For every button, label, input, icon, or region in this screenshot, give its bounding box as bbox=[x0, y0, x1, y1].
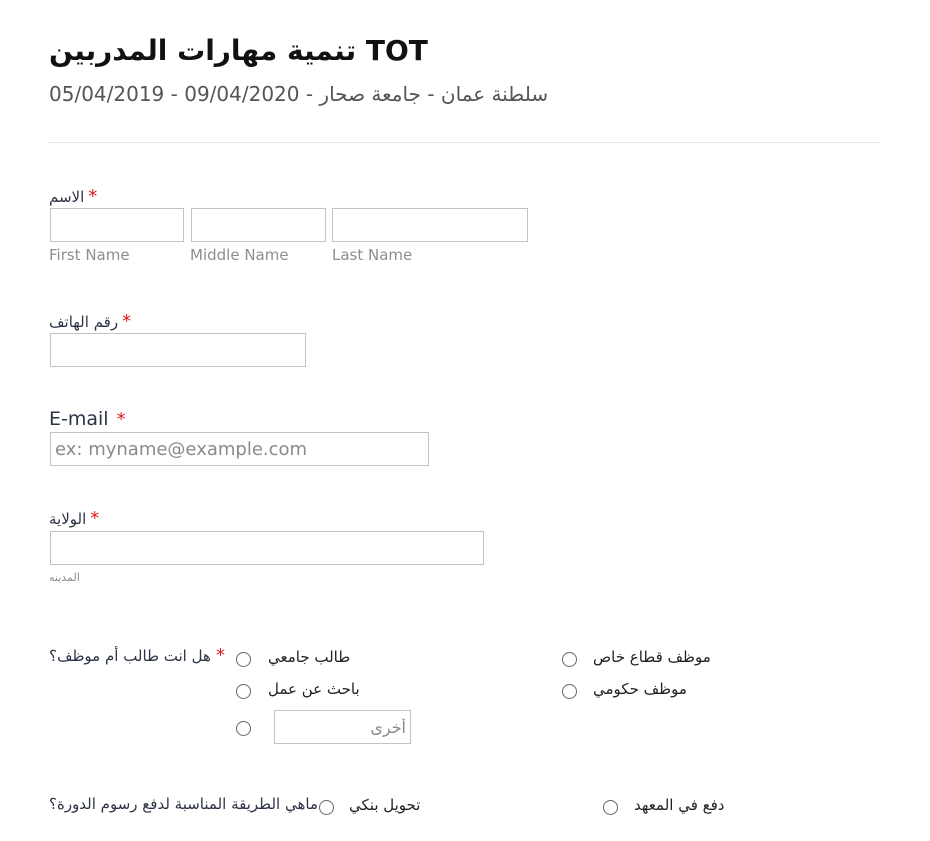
required-mark: * bbox=[88, 186, 98, 207]
required-mark: * bbox=[216, 645, 225, 666]
last-name-sublabel: Last Name bbox=[332, 246, 413, 264]
required-mark: * bbox=[122, 311, 132, 332]
phone-input[interactable] bbox=[50, 333, 306, 367]
option-university-student-label: طالب جامعي bbox=[268, 648, 351, 666]
form-subtitle: سلطنة عمان - جامعة صحار - 09/04/2020 - 05/04/2019 bbox=[49, 82, 549, 106]
radio-pay-at-institute[interactable] bbox=[603, 800, 618, 815]
state-label: الولاية bbox=[49, 510, 87, 528]
middle-name-sublabel: Middle Name bbox=[190, 246, 289, 264]
phone-label-row bbox=[49, 311, 131, 332]
last-name-input[interactable] bbox=[332, 208, 528, 242]
status-label: هل انت طالب أم موظف؟ bbox=[49, 647, 211, 665]
option-private-sector-label: موظف قطاع خاص bbox=[593, 648, 711, 666]
email-label-row bbox=[49, 408, 126, 430]
state-input[interactable] bbox=[50, 531, 484, 565]
name-label: الاسم bbox=[49, 188, 85, 206]
option-job-seeker-label: باحث عن عمل bbox=[268, 680, 360, 698]
state-label-row bbox=[49, 508, 99, 529]
form-title: تنمية مهارات المدربين TOT bbox=[49, 34, 428, 67]
phone-label: رقم الهاتف bbox=[49, 313, 119, 331]
first-name-sublabel: First Name bbox=[49, 246, 130, 264]
payment-label: ماهي الطريقة المناسبة لدفع رسوم الدورة؟ bbox=[49, 795, 318, 813]
radio-job-seeker[interactable] bbox=[236, 684, 251, 699]
required-mark: * bbox=[90, 508, 100, 529]
option-government-employee-label: موظف حكومي bbox=[593, 680, 687, 698]
first-name-input[interactable] bbox=[50, 208, 184, 242]
city-sublabel: المدينه bbox=[49, 571, 80, 584]
email-input[interactable] bbox=[50, 432, 429, 466]
name-label-row bbox=[49, 186, 97, 207]
email-label: E-mail bbox=[49, 408, 109, 430]
other-input[interactable] bbox=[274, 710, 411, 744]
status-label-row bbox=[49, 647, 211, 665]
radio-university-student[interactable] bbox=[236, 652, 251, 667]
required-mark: * bbox=[116, 409, 126, 430]
middle-name-input[interactable] bbox=[191, 208, 326, 242]
radio-bank-transfer[interactable] bbox=[319, 800, 334, 815]
option-bank-transfer-label: تحويل بنكي bbox=[349, 796, 421, 814]
radio-government-employee[interactable] bbox=[562, 684, 577, 699]
radio-other[interactable] bbox=[236, 721, 251, 736]
option-pay-at-institute-label: دفع في المعهد bbox=[634, 796, 725, 814]
header-divider bbox=[49, 142, 881, 143]
radio-private-sector[interactable] bbox=[562, 652, 577, 667]
